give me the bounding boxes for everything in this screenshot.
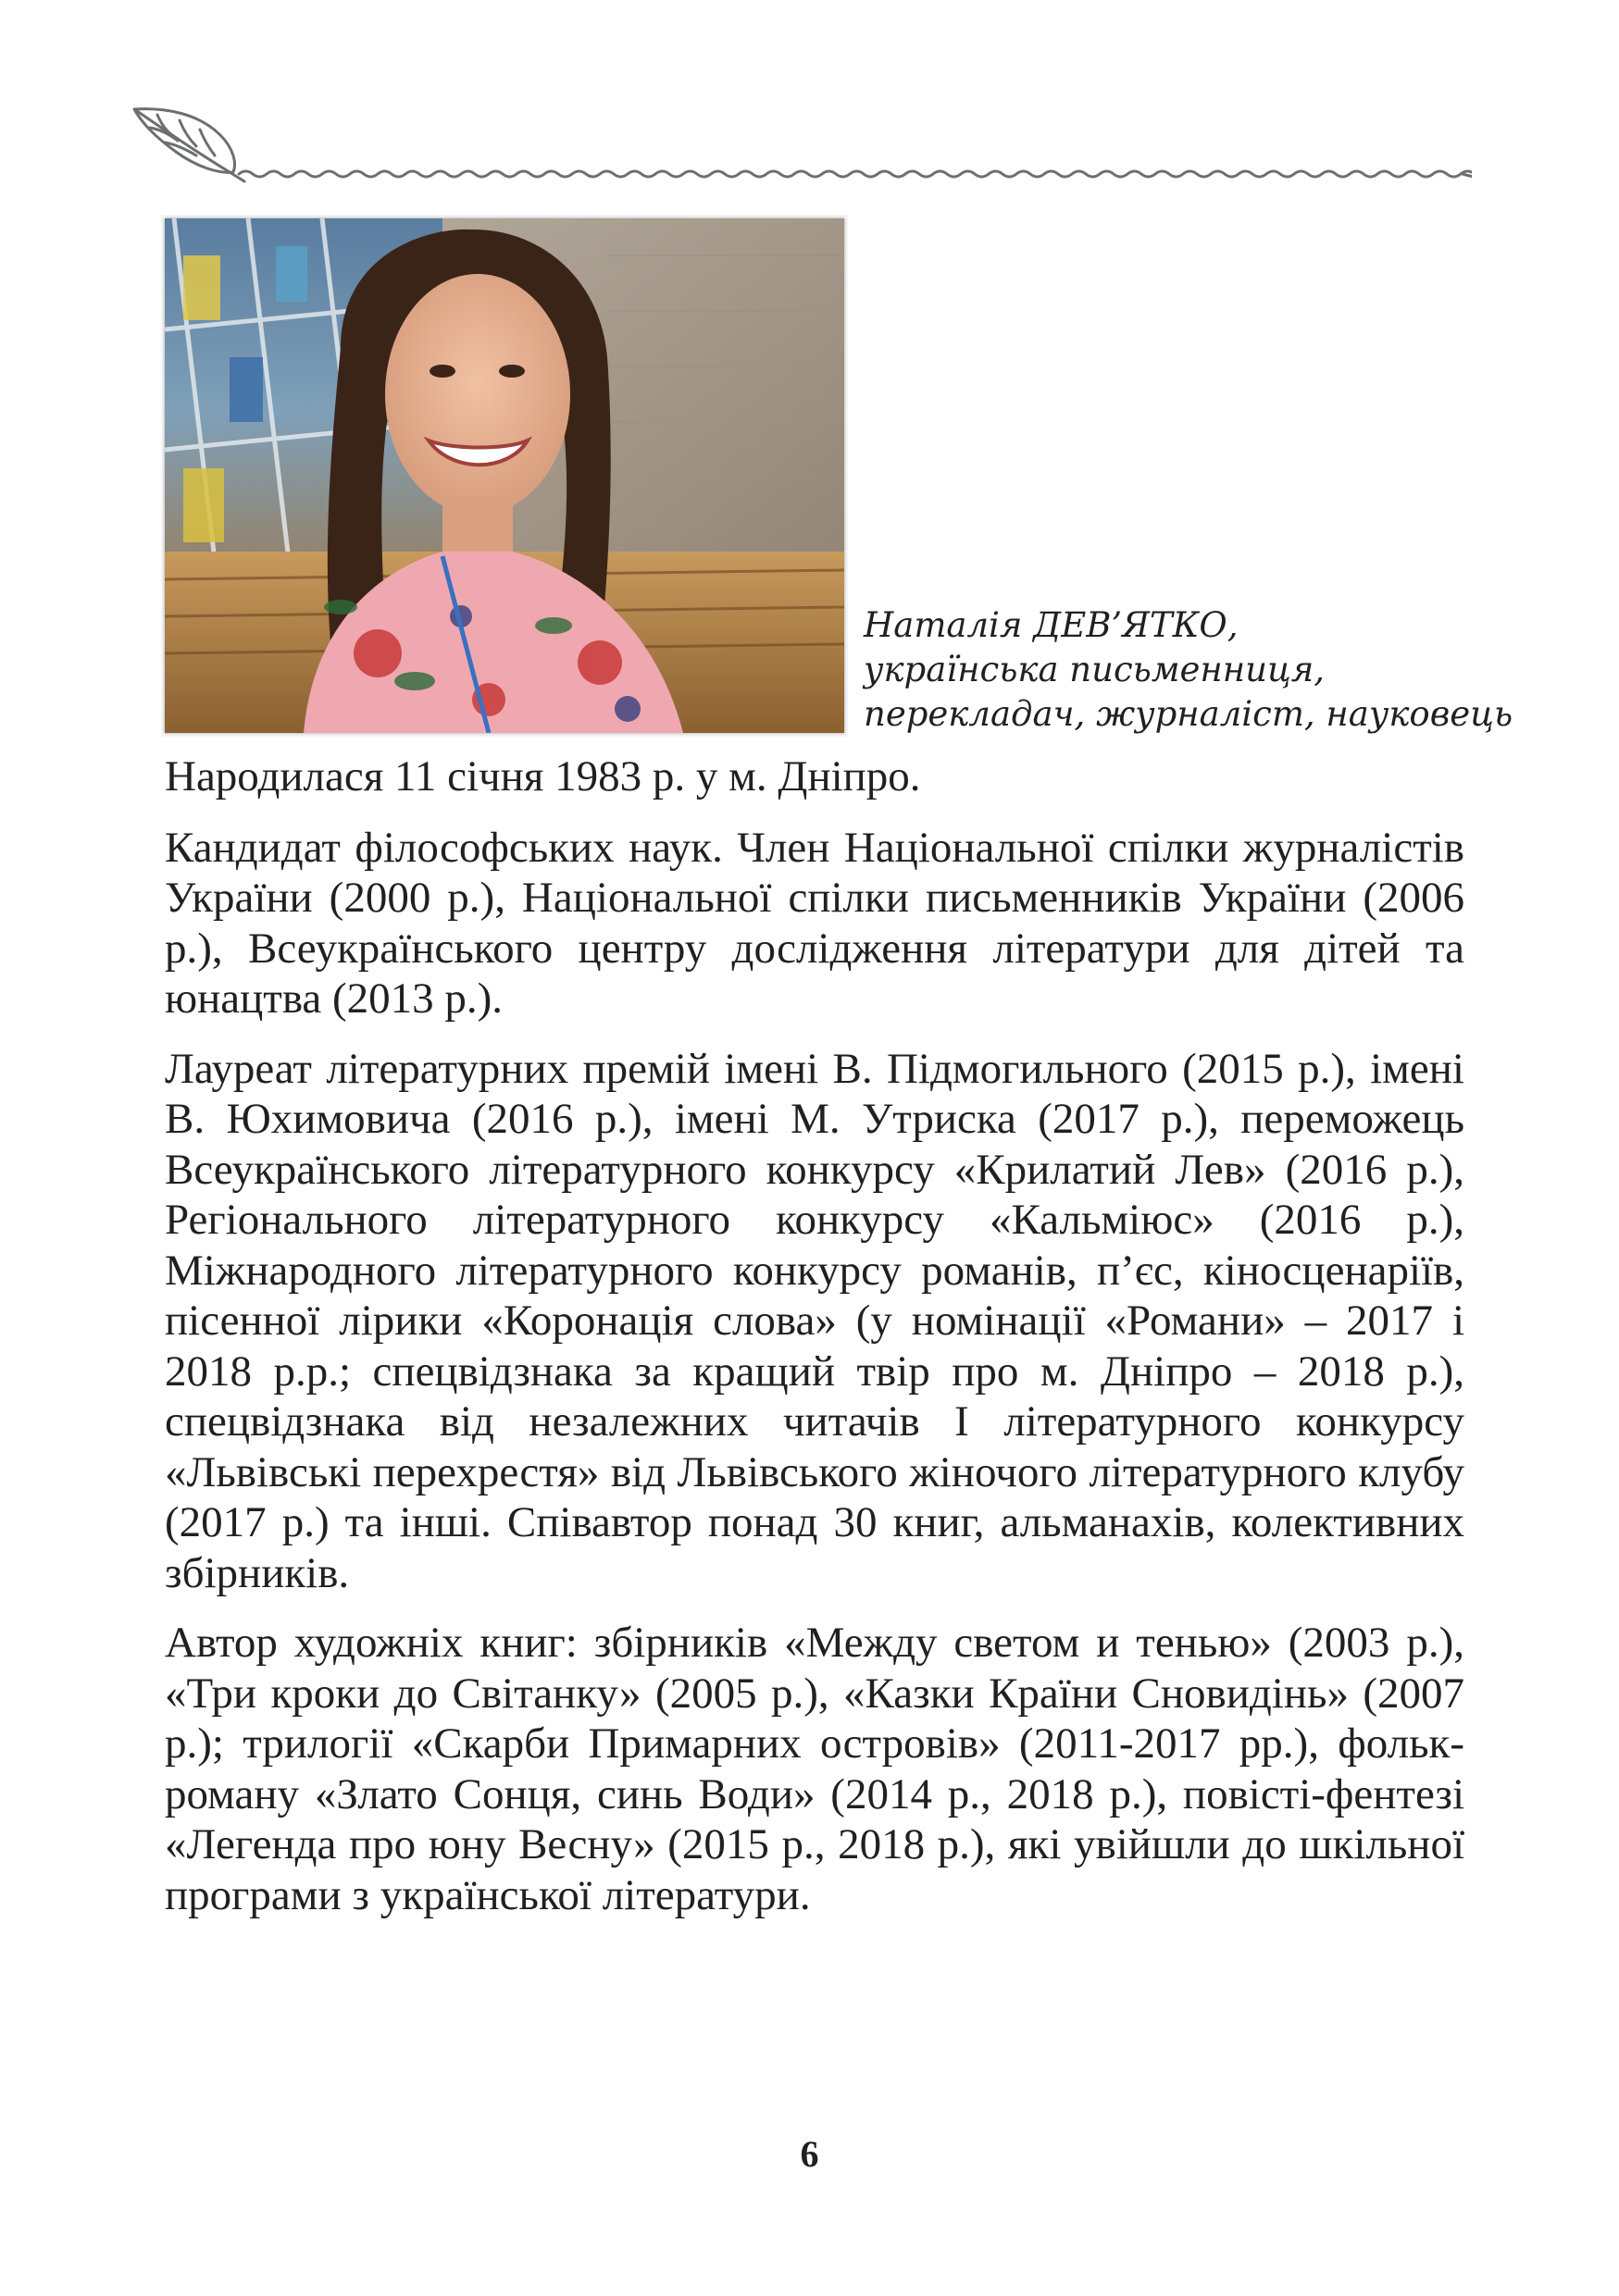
photo-caption: [864, 603, 1530, 737]
wavy-divider: [239, 171, 1472, 177]
caption-roles: перекладач, журналіст, науковець: [864, 694, 1513, 734]
caption-occupation: українська письменниця,: [864, 650, 1326, 689]
author-photo: [165, 218, 844, 733]
paragraph-books: Автор художніх книг: збірників «Между светом и тенью» (2003 р.), «Три кроки до Світанку» (2005 р.), «Казки Країни Сновидінь» (2007 р.); трилогії «Скарби Примарних островів» (2011-2017 рр.), фольк-роману «Злато Сонця, синь Води» (2014 р., 2018 р.), повісті-фентезі «Легенда про юну Весну» (2015 р., 2018 р.), які увійшли до шкільної програми з української літератури.: [165, 1619, 1464, 1919]
biography-text: [165, 751, 1464, 1940]
caption-author-name: Наталія ДЕВ’ЯТКО,: [864, 605, 1239, 645]
page-number: 6: [800, 2133, 819, 2175]
paragraph-memberships: Кандидат філософських наук. Член Національної спілки журналістів України (2000 р.), Національної спілки письменників України (2006 р.), Всеукраїнського центру дослідження літератури для дітей та юнацтва (2013 р.).: [165, 823, 1464, 1023]
quill-pen-icon: [130, 100, 1472, 188]
paragraph-awards: Лауреат літературних премій імені В. Підмогильного (2015 р.), імені В. Юхимовича (2016 р.), імені М. Утриска (2017 р.), переможець Всеукраїнського літературного конкурсу «Крилатий Лев» (2016 р.), Регіонального літературного конкурсу «Кальміюс» (2016 р.), Міжнародного літературного конкурсу романів, п’єс, кіносценаріїв, пісенної лірики «Коронація слова» (у номінації «Романи» – 2017 і 2018 р.р.; спецвідзнака за кращий твір про м. Дніпро – 2018 р.), спецвідзнака від незалежних читачів І літературного конкурсу «Львівські перехрестя» від Львівського жіночого літературного клубу (2017 р.) та інші. Співавтор понад 30 книг, альманахів, колективних збірників.: [165, 1044, 1464, 1597]
paragraph-birth: Народилася 11 січня 1983 р. у м. Дніпро.: [165, 752, 921, 800]
